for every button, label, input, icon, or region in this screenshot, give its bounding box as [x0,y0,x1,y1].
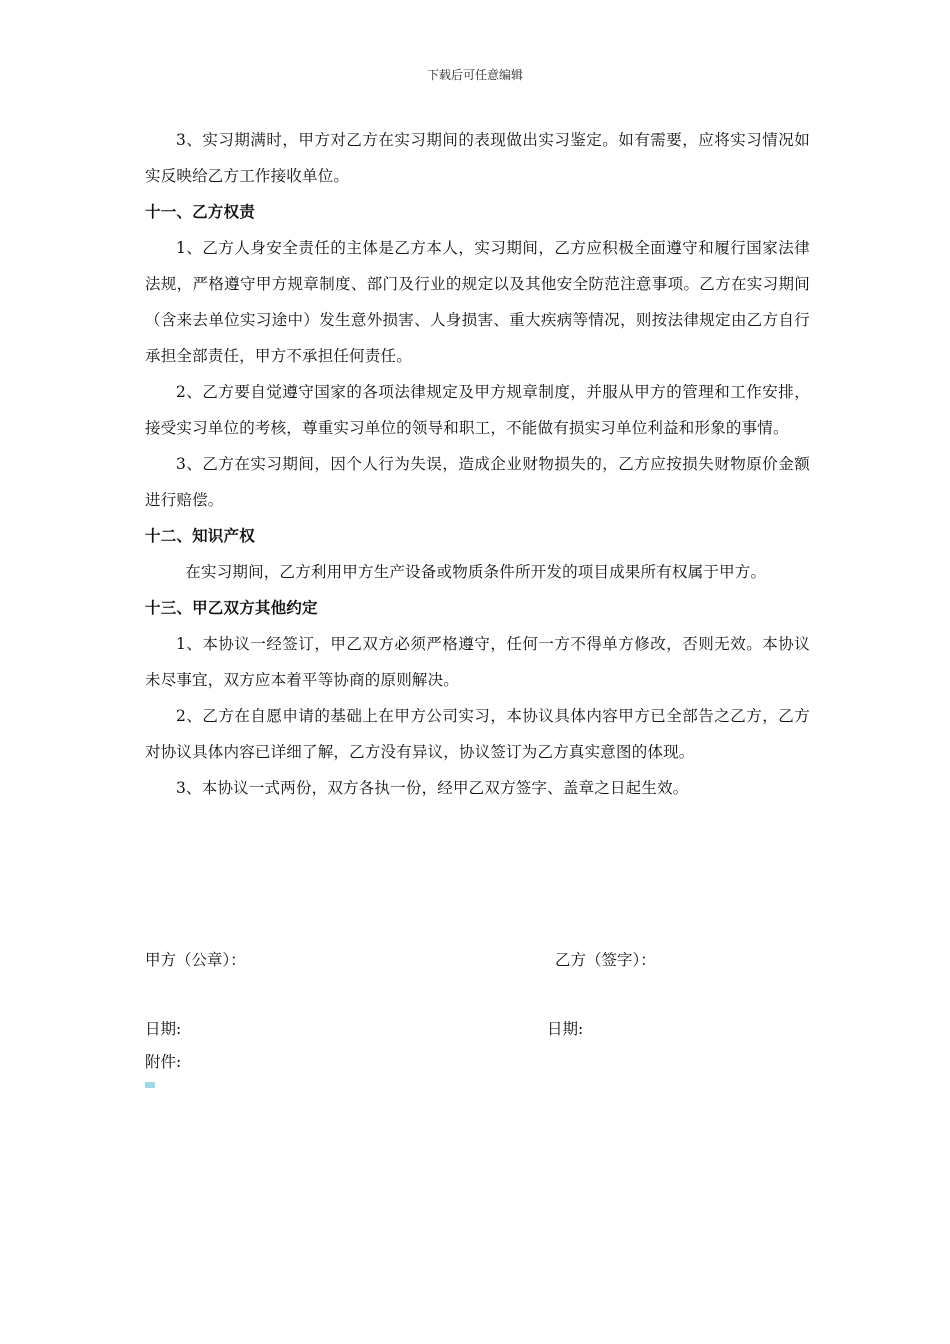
party-a-date-label: 日期: [145,1020,182,1038]
section-heading-12: 十二、知识产权 [145,527,255,545]
document-body [145,122,810,806]
party-b-date-label: 日期: [547,1020,584,1038]
paragraph-11-2: 2、乙方要自觉遵守国家的各项法律规定及甲方规章制度，并服从甲方的管理和工作安排，接受实习单位的考核，尊重实习单位的领导和职工，不能做有损实习单位利益和形象的事情。 [145,383,810,437]
paragraph-12-1: 在实习期间，乙方利用甲方生产设备或物质条件所开发的项目成果所有权属于甲方。 [185,563,767,581]
paragraph-11-3: 3、乙方在实习期间，因个人行为失误，造成企业财物损失的，乙方应按损失财物原价金额进行赔偿。 [145,455,810,509]
paragraph-11-1: 1、乙方人身安全责任的主体是乙方本人，实习期间，乙方应积极全面遵守和履行国家法律法规，严格遵守甲方规章制度、部门及行业的规定以及其他安全防范注意事项。乙方在实习期间（含来去单位实习途中）发生意外损害、人身损害、重大疾病等情况，则按法律规定由乙方自行承担全部责任，甲方不承担任何责任。 [145,239,810,365]
paragraph-13-1: 1、本协议一经签订，甲乙双方必须严格遵守，任何一方不得单方修改，否则无效。本协议未尽事宜，双方应本着平等协商的原则解决。 [145,635,810,689]
party-a-seal-label: 甲方（公章）： [145,951,246,969]
paragraph-13-3: 3、本协议一式两份，双方各执一份，经甲乙双方签字、盖章之日起生效。 [176,779,689,797]
party-b-signature-label: 乙方（签字）： [555,951,656,969]
section-heading-11: 十一、乙方权责 [145,203,255,221]
section-heading-13: 十三、甲乙双方其他约定 [145,599,318,617]
attachment-marker [145,1082,155,1088]
paragraph-13-2: 2、乙方在自愿申请的基础上在甲方公司实习，本协议具体内容甲方已全部告之乙方，乙方对协议具体内容已详细了解，乙方没有异议，协议签订为乙方真实意图的体现。 [145,707,810,761]
attachment-label: 附件: [145,1053,182,1071]
header-note: 下载后可任意编辑 [426,68,523,82]
paragraph-internship-appraisal: 3、实习期满时，甲方对乙方在实习期间的表现做出实习鉴定。如有需要，应将实习情况如实反映给乙方工作接收单位。 [145,131,810,185]
